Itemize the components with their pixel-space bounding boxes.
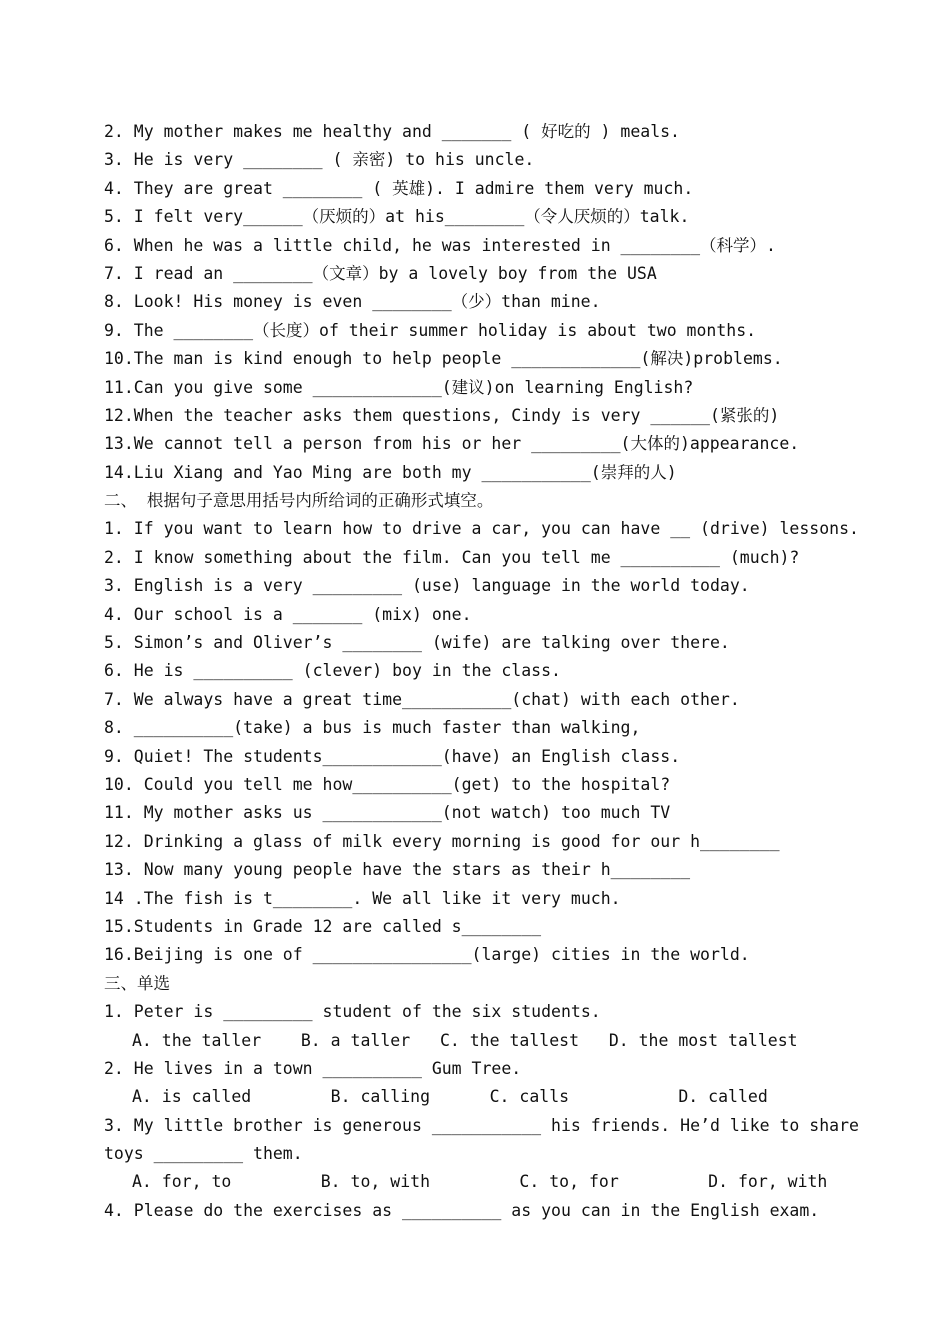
exercise-line: 10. Could you tell me how__________(get) to the hospital?: [104, 774, 671, 794]
question-line: 3. My little brother is generous ___________ his friends. He’d like to share: [104, 1115, 859, 1135]
exercise-line: 5. Simon’s and Oliver’s ________ (wife) are talking over there.: [104, 633, 730, 653]
answer-options: A. is called B. calling C. calls D. called: [132, 1087, 768, 1107]
exercise-line: 8. __________(take) a bus is much faster than walking,: [104, 718, 641, 738]
section-heading: 三、单选: [104, 973, 170, 993]
exercise-line: 6. When he was a little child, he was interested in ________（科学）.: [104, 235, 776, 255]
exercise-line: 11.Can you give some _____________(建议)on learning English?: [104, 377, 694, 397]
exercise-line: 7. We always have a great time___________(chat) with each other.: [104, 689, 740, 709]
exercise-line: 6. He is __________ (clever) boy in the class.: [104, 661, 561, 681]
exercise-line: 9. Quiet! The students____________(have) an English class.: [104, 746, 681, 766]
answer-options: A. the taller B. a taller C. the tallest D. the most tallest: [132, 1030, 798, 1050]
exercise-line: 2. My mother makes me healthy and _______ ( 好吃的 ) meals.: [104, 122, 680, 141]
exercise-line: 9. The ________（长度）of their summer holiday is about two months.: [104, 320, 757, 340]
question-line: 4. Please do the exercises as __________ as you can in the English exam.: [104, 1200, 820, 1220]
exercise-line: 7. I read an ________（文章）by a lovely boy from the USA: [104, 263, 657, 283]
exercise-line: 1. If you want to learn how to drive a car, you can have __ (drive) lessons.: [104, 519, 859, 539]
exercise-line: 3. He is very ________ ( 亲密) to his uncle.: [104, 150, 535, 170]
question-line: toys _________ them.: [104, 1144, 303, 1164]
exercise-line: 16.Beijing is one of ________________(large) cities in the world.: [104, 945, 750, 965]
exercise-line: 3. English is a very _________ (use) language in the world today.: [104, 576, 750, 596]
exercise-line: 12. Drinking a glass of milk every morning is good for our h________: [104, 831, 780, 851]
exercise-line: 5. I felt very______（厌烦的）at his________（令人厌烦的）talk.: [104, 207, 690, 227]
answer-options: A. for, to B. to, with C. to, for D. for, with: [132, 1172, 828, 1192]
exercise-line: 14 .The fish is t________. We all like it very much.: [104, 888, 621, 908]
exercise-line: 4. Our school is a _______ (mix) one.: [104, 604, 472, 624]
question-line: 2. He lives in a town __________ Gum Tree.: [104, 1058, 522, 1078]
exercise-line: 13.We cannot tell a person from his or her _________(大体的)appearance.: [104, 434, 800, 454]
exercise-line: 4. They are great ________ ( 英雄). I admire them very much.: [104, 178, 694, 198]
exercise-line: 15.Students in Grade 12 are called s________: [104, 916, 542, 936]
exercise-line: 2. I know something about the film. Can you tell me __________ (much)?: [104, 547, 800, 567]
exercise-line: 13. Now many young people have the stars as their h________: [104, 860, 691, 880]
exercise-line: 10.The man is kind enough to help people _____________(解决)problems.: [104, 349, 783, 369]
worksheet: [104, 118, 864, 1225]
section-heading: 二、 根据句子意思用括号内所给词的正确形式填空。: [104, 491, 494, 511]
exercise-line: 8. Look! His money is even ________（少）than mine.: [104, 292, 601, 312]
exercise-line: 14.Liu Xiang and Yao Ming are both my ___________(崇拜的人): [104, 462, 677, 482]
exercise-line: 11. My mother asks us ____________(not watch) too much TV: [104, 803, 671, 823]
question-line: 1. Peter is _________ student of the six students.: [104, 1002, 601, 1022]
exercise-line: 12.When the teacher asks them questions, Cindy is very ______(紧张的): [104, 405, 780, 425]
